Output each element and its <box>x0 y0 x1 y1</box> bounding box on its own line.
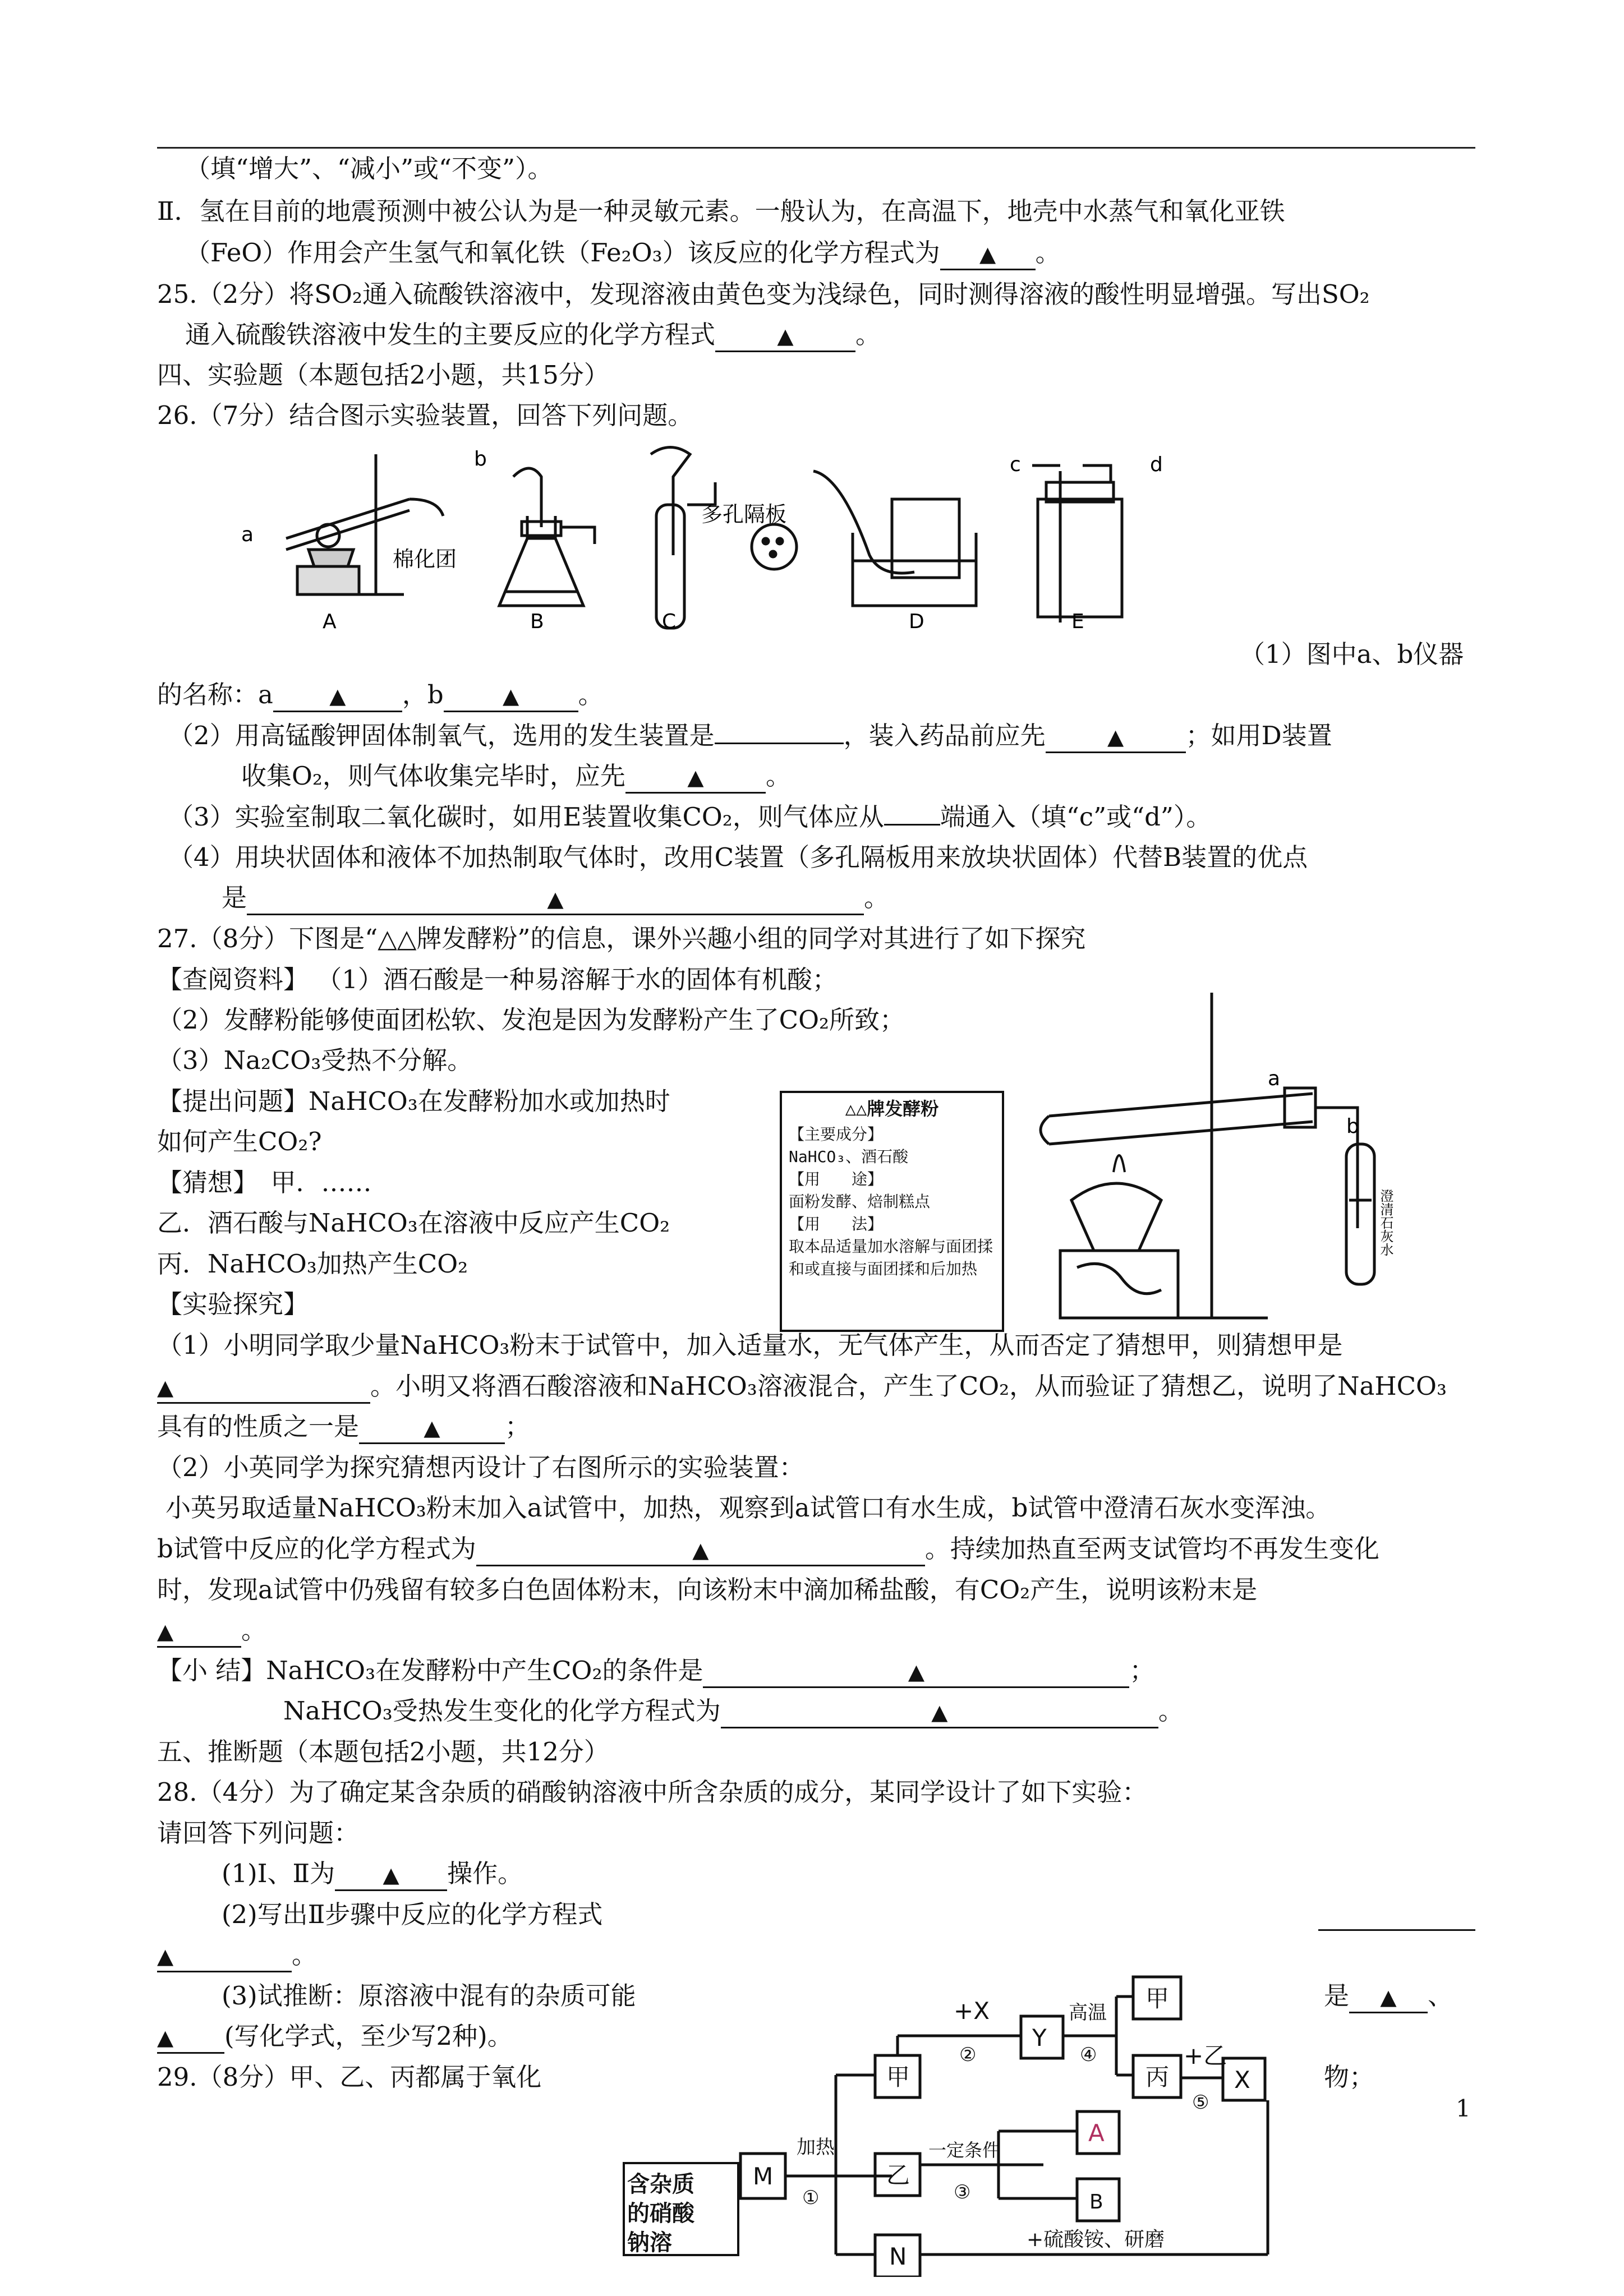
answer-blank <box>1318 1907 1475 1931</box>
flow-bing: 丙 <box>1145 2063 1170 2091</box>
impure-solution-box: 含杂质的硝酸钠溶 <box>623 2162 739 2256</box>
tube-b-label: b <box>1346 1115 1359 1138</box>
flow-step4: ④ <box>1080 2044 1097 2066</box>
q26-2a: （2）用高锰酸钾固体制氧气，选用的发生装置是 ，装入药品前应先 ▲ ；如用D装置 <box>168 720 1332 753</box>
flow-step2: ② <box>959 2044 977 2066</box>
section-5-heading: 五、推断题（本题包括2小题，共12分） <box>157 1737 609 1767</box>
q28-stem: 28.（4分）为了确定某含杂质的硝酸钠溶液中所含杂质的成分，某同学设计了如下实验： <box>157 1777 1148 1807</box>
answer-blank: ▲ <box>157 1617 241 1648</box>
label-d: d <box>1150 453 1163 476</box>
answer-blank <box>884 801 940 826</box>
flow-condition: 一定条件 <box>928 2140 1001 2161</box>
q27-e7: 时，发现a试管中仍残留有较多白色固体粉末，向该粉末中滴加稀盐酸，有CO₂产生，说明该粉末是 <box>157 1575 1258 1605</box>
tube-a-label: a <box>1268 1067 1281 1090</box>
q27-e5: 小英另取适量NaHCO₃粉末加入a试管中，加热，观察到a试管口有水生成，b试管中澄清石灰水变浑浊。 <box>165 1493 1331 1523</box>
q28-1: (1)Ⅰ、Ⅱ为 ▲ 操作。 <box>222 1857 523 1891</box>
flow-jia-product: 甲 <box>1145 1985 1170 2012</box>
answer-blank <box>715 720 844 744</box>
page-number: 1 <box>1456 2095 1471 2122</box>
answer-blank: ▲ <box>715 321 855 352</box>
flow-gaowen: 高温 <box>1069 2002 1107 2024</box>
q27-e4: （2）小英同学为探究猜想丙设计了右图所示的实验装置： <box>157 1453 804 1482</box>
q27-guess3: 丙．NaHCO₃加热产生CO₂ <box>157 1249 468 1279</box>
label-method: 取本品适量加水溶解与面团揉和或直接与面团揉和后加热 <box>789 1237 993 1278</box>
label-B: B <box>530 610 544 633</box>
label-D: D <box>909 610 924 633</box>
q24-end: （填“增大”、“减小”或“不变”）。 <box>185 154 553 183</box>
answer-blank: ▲ <box>335 1860 447 1891</box>
q28-2: (2)写出Ⅱ步骤中反应的化学方程式 <box>222 1899 603 1929</box>
q26-stem: 26.（7分）结合图示实验装置，回答下列问题。 <box>157 400 693 430</box>
label-b: b <box>474 448 487 471</box>
label-title: △△牌发酵粉 <box>845 1098 939 1119</box>
q27-stem: 27.（8分）下图是“△△牌发酵粉”的信息，课外兴趣小组的同学对其进行了如下探究 <box>157 924 1086 953</box>
inference-flowchart <box>729 1963 1290 2277</box>
flow-A: A <box>1088 2119 1105 2147</box>
label-heading-method: 【用 法】 <box>789 1215 884 1233</box>
answer-blank: ▲ <box>1349 1983 1428 2013</box>
flow-plusYi: +乙 <box>1184 2042 1227 2069</box>
baking-powder-label <box>780 1091 1004 1332</box>
label-C: C <box>662 610 677 633</box>
flow-step3: ③ <box>954 2181 971 2203</box>
label-use: 面粉发酵、焙制糕点 <box>789 1192 931 1211</box>
answer-blank: ▲ <box>157 2023 224 2054</box>
q27-experiment-heading: 【实验探究】 <box>157 1289 309 1319</box>
q27-guess1: 【猜想】 甲．…… <box>157 1168 372 1197</box>
q27-e2: ▲ 。小明又将酒石酸溶液和NaHCO₃溶液混合，产生了CO₂，从而验证了猜想乙，说明了NaHCO₃ <box>157 1370 1447 1404</box>
q28-3: (3)试推断：原溶液中混有的杂质可能 <box>222 1981 636 2011</box>
q27-e1: （1）小明同学取少量NaHCO₃粉末于试管中，加入适量水，无气体产生，从而否定了猜想甲，则猜想甲是 <box>157 1330 1343 1360</box>
label-a: a <box>241 523 254 546</box>
porous-plate-label: 多孔隔板 <box>701 502 787 527</box>
q28-3c: ▲ (写化学式，至少写2种)。 <box>157 2020 513 2054</box>
flow-yi: 乙 <box>886 2161 910 2189</box>
q26-1a: （1）图中a、b仪器 <box>1240 639 1464 669</box>
label-heading-use: 【用 途】 <box>789 1170 884 1188</box>
label-ingredients: NaHCO₃、酒石酸 <box>789 1147 909 1166</box>
heating-apparatus <box>1027 987 1475 1335</box>
flow-M: M <box>753 2163 774 2190</box>
answer-blank: ▲ <box>721 1698 1158 1728</box>
label-E: E <box>1071 610 1084 633</box>
limewater-label: 澄清石灰水 <box>1378 1189 1393 1256</box>
answer-blank: ▲ <box>157 1373 370 1404</box>
answer-blank: ▲ <box>444 681 578 712</box>
label-heading-ingredients: 【主要成分】 <box>789 1125 884 1144</box>
q28-3b: 是 ▲ 、 <box>1324 1980 1453 2013</box>
q24-ii-line1: Ⅱ．氢在目前的地震预测中被公认为是一种灵敏元素。一般认为，在高温下，地壳中水蒸气和氧化亚铁 <box>157 196 1285 226</box>
q27-e8: ▲ 。 <box>157 1614 266 1648</box>
label-A: A <box>323 610 337 633</box>
q26-4b: 是 ▲ 。 <box>222 882 889 915</box>
answer-blank: ▲ <box>359 1413 505 1444</box>
q28-prompt: 请回答下列问题： <box>157 1818 360 1848</box>
q27-question2: 如何产生CO₂? <box>157 1127 322 1156</box>
q24-ii-line2: （FeO）作用会产生氢气和氧化铁（Fe₂O₃）该反应的化学方程式为 ▲ 。 <box>185 237 1061 270</box>
q25-line2: 通入硫酸铁溶液中发生的主要反应的化学方程式 ▲ 。 <box>185 319 881 352</box>
q27-guess2: 乙．酒石酸与NaHCO₃在溶液中反应产生CO₂ <box>157 1208 670 1238</box>
q29-stem-end: 物； <box>1324 2062 1375 2092</box>
q25-line1: 25.（2分）将SO₂通入硫酸铁溶液中，发现溶液由黄色变为浅绿色，同时测得溶液的酸性明显增强。写出SO₂ <box>157 279 1370 309</box>
cotton-label: 棉化团 <box>393 547 457 571</box>
q26-2b: 收集O₂，则气体收集完毕时，应先 ▲ 。 <box>241 760 791 794</box>
flow-B: B <box>1089 2191 1103 2214</box>
label-c: c <box>1010 453 1021 476</box>
q27-ref1: 【查阅资料】 （1）酒石酸是一种易溶解于水的固体有机酸； <box>157 965 838 994</box>
q28-2b: ▲ 。 <box>157 1939 317 1972</box>
flow-step1: ① <box>802 2187 820 2209</box>
answer-blank: ▲ <box>1046 722 1186 753</box>
answer-blank: ▲ <box>247 884 864 915</box>
answer-blank: ▲ <box>703 1657 1129 1688</box>
flow-plusX: +X <box>954 1997 990 2025</box>
flow-Y: Y <box>1032 2024 1047 2051</box>
q27-question1: 【提出问题】NaHCO₃在发酵粉加水或加热时 <box>157 1086 670 1116</box>
q26-4a: （4）用块状固体和液体不加热制取气体时，改用C装置（多孔隔板用来放块状固体）代替B装置的优点 <box>168 842 1308 872</box>
q27-ref2: （2）发酵粉能够使面团松软、发泡是因为发酵粉产生了CO₂所致； <box>157 1005 905 1035</box>
flow-heat: 加热 <box>797 2136 835 2159</box>
flow-step5: ⑤ <box>1192 2091 1209 2114</box>
flow-jia: 甲 <box>886 2063 910 2091</box>
section-4-heading: 四、实验题（本题包括2小题，共15分） <box>157 360 609 390</box>
flow-ammonium: +硫酸铵、研磨 <box>1027 2228 1165 2251</box>
q26-1b: 的名称：a ▲ ，b ▲ 。 <box>157 679 604 712</box>
apparatus-figure <box>224 443 1234 634</box>
flow-N: N <box>889 2243 907 2270</box>
flow-X: X <box>1234 2066 1250 2094</box>
q27-e6: b试管中反应的化学方程式为 ▲ 。持续加热直至两支试管均不再发生变化 <box>157 1533 1379 1566</box>
q29-stem: 29.（8分）甲、乙、丙都属于氧化 <box>157 2062 542 2092</box>
q27-e3: 具有的性质之一是 ▲ ； <box>157 1410 530 1444</box>
header-rule <box>157 147 1475 149</box>
q27-summary2: NaHCO₃受热发生变化的化学方程式为 ▲ 。 <box>283 1695 1184 1728</box>
q27-ref3: （3）Na₂CO₃受热不分解。 <box>157 1045 473 1075</box>
q26-3: （3）实验室制取二氧化碳时，如用E装置收集CO₂，则气体应从 端通入（填“c”或“d”）。 <box>168 802 1212 832</box>
answer-blank: ▲ <box>476 1536 925 1566</box>
q27-summary1: 【小 结】NaHCO₃在发酵粉中产生CO₂的条件是 ▲ ； <box>157 1654 1155 1688</box>
answer-blank: ▲ <box>625 763 766 794</box>
answer-blank: ▲ <box>157 1942 292 1972</box>
answer-blank: ▲ <box>273 681 402 712</box>
answer-blank: ▲ <box>940 239 1036 270</box>
